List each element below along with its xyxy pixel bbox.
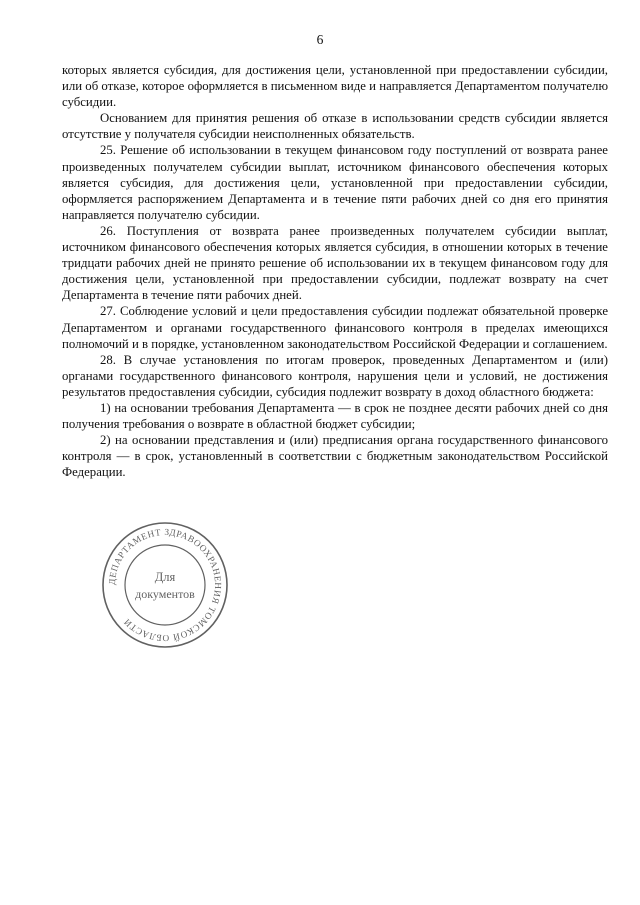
paragraph-25: 25. Решение об использовании в текущем финансовом году поступлений от возврата ранее произведенных получателем субсидии выплат, источником финансового обеспечения которых является субсидия, для достижения цели, установленной при предоставлении субсидии, оформляется распоряжением Департамента и в течение пяти рабочих дней со дня его принятия направляется получателю субсидии. [62, 143, 608, 222]
seal-center-line-2: документов [135, 587, 195, 601]
paragraph-28-item-2: 2) на основании представления и (или) предписания органа государственного финансового контроля — в срок, установленный в соответствии с бюджетным законодательством Российской Федерации. [62, 433, 608, 480]
paragraph-28-item-1: 1) на основании требования Департамента — в срок не позднее десяти рабочих дней со дня получения требования о возврате в областной бюджет субсидии; [62, 400, 608, 432]
paragraph-27: 27. Соблюдение условий и цели предоставления субсидии подлежат обязательной проверке Департаментом и органами государственного финансового контроля в пределах имеющихся полномочий и в порядке, установленном законодательством Российской Федерации и соглашением. [62, 304, 608, 351]
paragraph-continuation: которых является субсидия, для достижения цели, установленной при предоставлении субсидии, или об отказе, которое оформляется в письменном виде и направляется Департаментом получателю субсидии. [62, 63, 608, 110]
department-seal [100, 520, 230, 650]
page-number: 6 [316, 32, 324, 47]
paragraph-26: 26. Поступления от возврата ранее произведенных получателем субсидии выплат, источником финансового обеспечения которых является субсидия, в отношении которых в течение тридцати рабочих дней не принято решение об использовании их в текущем финансовом году для достижения цели, установленной при предоставлении субсидии, подлежат возврату на счет Департамента в течение пяти рабочих дней. [62, 223, 608, 303]
document-body [62, 62, 608, 480]
seal-inner-ring [125, 545, 205, 625]
seal-ring-text: ДЕПАРТАМЕНТ ЗДРАВООХРАНЕНИЯ ТОМСКОЙ ОБЛАСТИ [106, 526, 224, 644]
paragraph-refusal-basis: Основанием для принятия решения об отказе в использовании средств субсидии является отсутствие у получателя субсидии неисполненных обязательств. [62, 111, 608, 142]
paragraph-28: 28. В случае установления по итогам проверок, проведенных Департаментом и (или) органами государственного финансового контроля, нарушения цели и условий, не достижения результатов предоставления субсидии, субсидия подлежит возврату в доход областного бюджета: [62, 352, 608, 399]
seal-outer-ring [103, 523, 227, 647]
seal-center-line-1: Для [154, 570, 176, 584]
